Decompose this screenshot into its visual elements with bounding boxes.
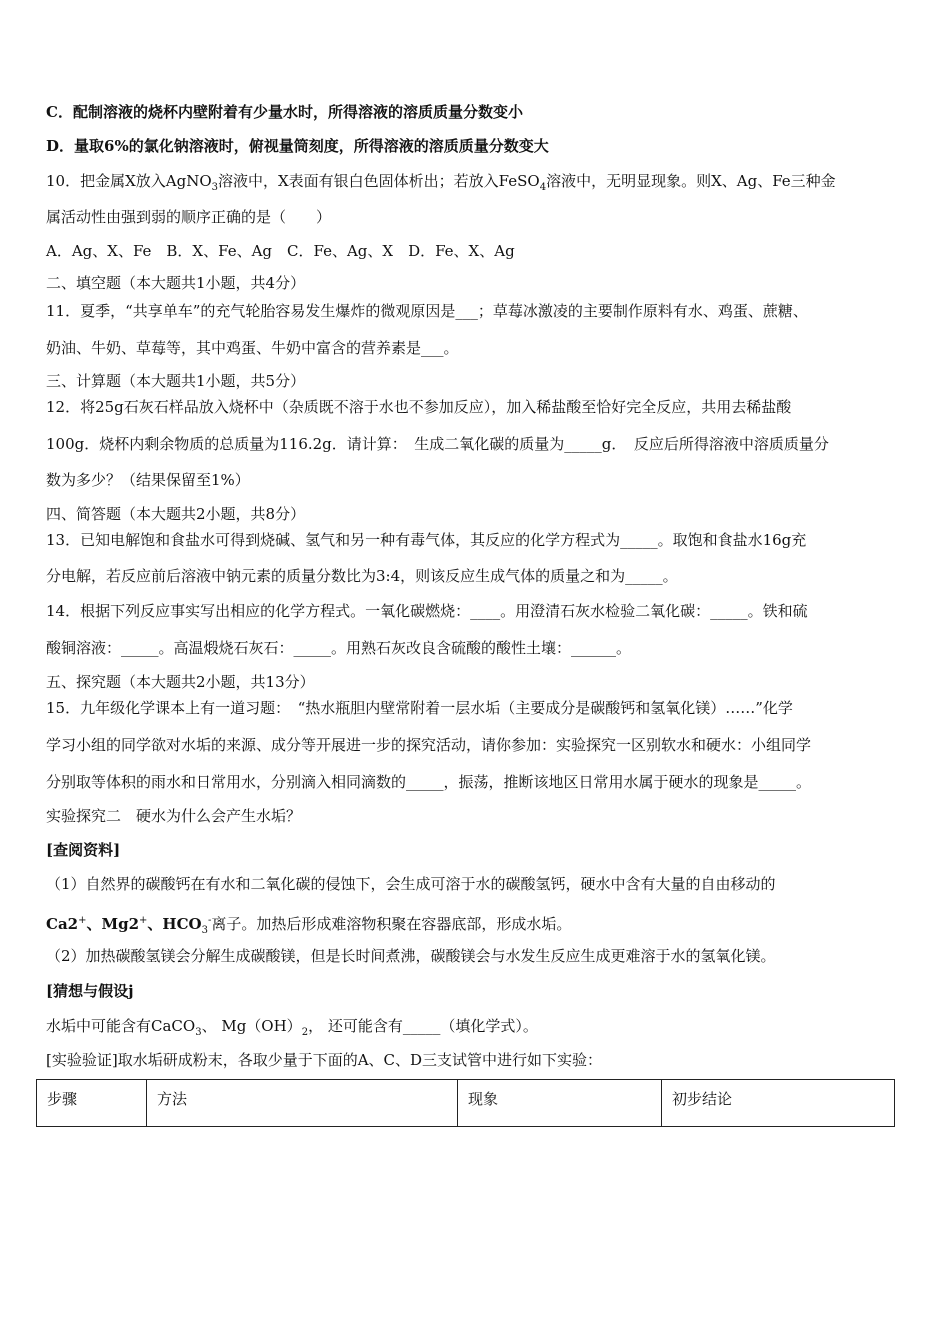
ions-rest-text: 离子。加热后形成难溶物积聚在容器底部，形成水垢。 bbox=[211, 915, 572, 933]
hyp-text-c: ， 还可能含有_____（填化学式）。 bbox=[308, 1017, 538, 1035]
section-2-title: 二、填空题（本大题共1小题，共4分） bbox=[46, 274, 306, 292]
question-12-line-3: 数为多少？（结果保留至1%） bbox=[46, 471, 250, 489]
hyp-text-a: 水垢中可能含有CaCO bbox=[46, 1017, 196, 1035]
line-option-c: C．配制溶液的烧杯内壁附着有少量水时，所得溶液的溶质质量分数变小 bbox=[46, 103, 523, 121]
q10-sub-2: 4 bbox=[539, 182, 547, 193]
question-14-line-1: 14．根据下列反应事实写出相应的化学方程式。一氧化碳燃烧：____。用澄清石灰水检验二氧化碳：_____。铁和硫 bbox=[46, 602, 808, 620]
line-option-d: D．量取6%的氯化钠溶液时，俯视量筒刻度，所得溶液的溶质质量分数变大 bbox=[46, 137, 549, 155]
reference-item-1: （1）自然界的碳酸钙在有水和二氧化碳的侵蚀下，会生成可溶于水的碳酸氢钙，硬水中含有大量的自由移动的 bbox=[46, 875, 776, 893]
table-header-conclusion: 初步结论 bbox=[662, 1080, 895, 1127]
table-header-method: 方法 bbox=[147, 1080, 458, 1127]
ion-ca-charge: + bbox=[78, 915, 87, 926]
table-header-phenomenon: 现象 bbox=[458, 1080, 662, 1127]
hyp-sub-1: 3 bbox=[195, 1027, 202, 1038]
ion-mg-charge: + bbox=[139, 915, 148, 926]
question-10-options: A．Ag、X、Fe B．X、Fe、Ag C．Fe、Ag、X D．Fe、X、Ag bbox=[46, 242, 515, 260]
ion-hco-charge: - bbox=[207, 915, 212, 926]
verification-line: [实验验证]取水垢研成粉末，各取少量于下面的A、C、D三支试管中进行如下实验： bbox=[46, 1051, 603, 1069]
section-4-title: 四、简答题（本大题共2小题，共8分） bbox=[46, 505, 306, 523]
hyp-text-b: 、 Mg（OH） bbox=[201, 1017, 302, 1035]
table-header-step: 步骤 bbox=[37, 1080, 147, 1127]
reference-item-2: （2）加热碳酸氢镁会分解生成碳酸镁，但是长时间煮沸，碳酸镁会与水发生反应生成更难溶于水的氢氧化镁。 bbox=[46, 947, 776, 965]
q10-text-c: 溶液中，无明显现象。则X、Ag、Fe三种金 bbox=[546, 172, 836, 190]
question-13-line-1: 13．已知电解饱和食盐水可得到烧碱、氢气和另一种有毒气体，其反应的化学方程式为_____。取饱和食盐水16g充 bbox=[46, 531, 807, 549]
question-10-line-2: 属活动性由强到弱的顺序正确的是（ ） bbox=[46, 208, 332, 226]
question-11-line-2: 奶油、牛奶、草莓等，其中鸡蛋、牛奶中富含的营养素是___。 bbox=[46, 339, 459, 357]
hyp-sub-2: 2 bbox=[301, 1027, 309, 1038]
section-5-title: 五、探究题（本大题共2小题，共13分） bbox=[46, 673, 315, 691]
ion-mg: 、Mg2 bbox=[86, 915, 140, 933]
question-13-line-2: 分电解，若反应前后溶液中钠元素的质量分数比为3:4，则该反应生成气体的质量之和为_____。 bbox=[46, 567, 678, 585]
ion-hco: 、HCO bbox=[147, 915, 202, 933]
experiment-2-title: 实验探究二 硬水为什么会产生水垢？ bbox=[46, 807, 302, 825]
ion-ca: Ca2 bbox=[46, 915, 79, 933]
question-10-line-1 bbox=[46, 170, 836, 199]
reference-heading: [查阅资料] bbox=[46, 841, 121, 859]
experiment-table bbox=[36, 1079, 895, 1127]
table-header-row bbox=[37, 1080, 895, 1127]
question-12-line-1: 12．将25g石灰石样品放入烧杯中（杂质既不溶于水也不参加反应），加入稀盐酸至恰好完全反应，共用去稀盐酸 bbox=[46, 398, 792, 416]
question-14-line-2: 酸铜溶液：_____。高温煅烧石灰石：_____。用熟石灰改良含硫酸的酸性土壤：______。 bbox=[46, 639, 632, 657]
q10-sub-1: 3 bbox=[211, 182, 218, 193]
q10-text-b: 溶液中，X表面有银白色固体析出；若放入FeSO bbox=[218, 172, 540, 190]
question-15-line-3: 分别取等体积的雨水和日常用水，分别滴入相同滴数的_____，振荡，推断该地区日常用水属于硬水的现象是_____。 bbox=[46, 773, 812, 791]
question-15-line-1: 15．九年级化学课本上有一道习题： “热水瓶胆内壁常附着一层水垢（主要成分是碳酸钙和氢氧化镁）……”化学 bbox=[46, 699, 793, 717]
question-15-line-2: 学习小组的同学欲对水垢的来源、成分等开展进一步的探究活动，请你参加：实验探究一区别软水和硬水：小组同学 bbox=[46, 736, 812, 754]
question-11-line-1: 11．夏季，“共享单车”的充气轮胎容易发生爆炸的微观原因是___；草莓冰激凌的主要制作原料有水、鸡蛋、蔗糖、 bbox=[46, 302, 808, 320]
ion-hco-sub: 3 bbox=[201, 925, 208, 936]
q10-text-a: 10．把金属X放入AgNO bbox=[46, 172, 212, 190]
question-12-line-2: 100g．烧杯内剩余物质的总质量为116.2g．请计算： 生成二氧化碳的质量为_____g． 反应后所得溶液中溶质质量分 bbox=[46, 435, 829, 453]
hypothesis-heading: [猜想与假设j bbox=[46, 982, 134, 1000]
section-3-title: 三、计算题（本大题共1小题，共5分） bbox=[46, 372, 306, 390]
hypothesis-line bbox=[46, 1015, 538, 1044]
reference-ions-line bbox=[46, 910, 571, 942]
